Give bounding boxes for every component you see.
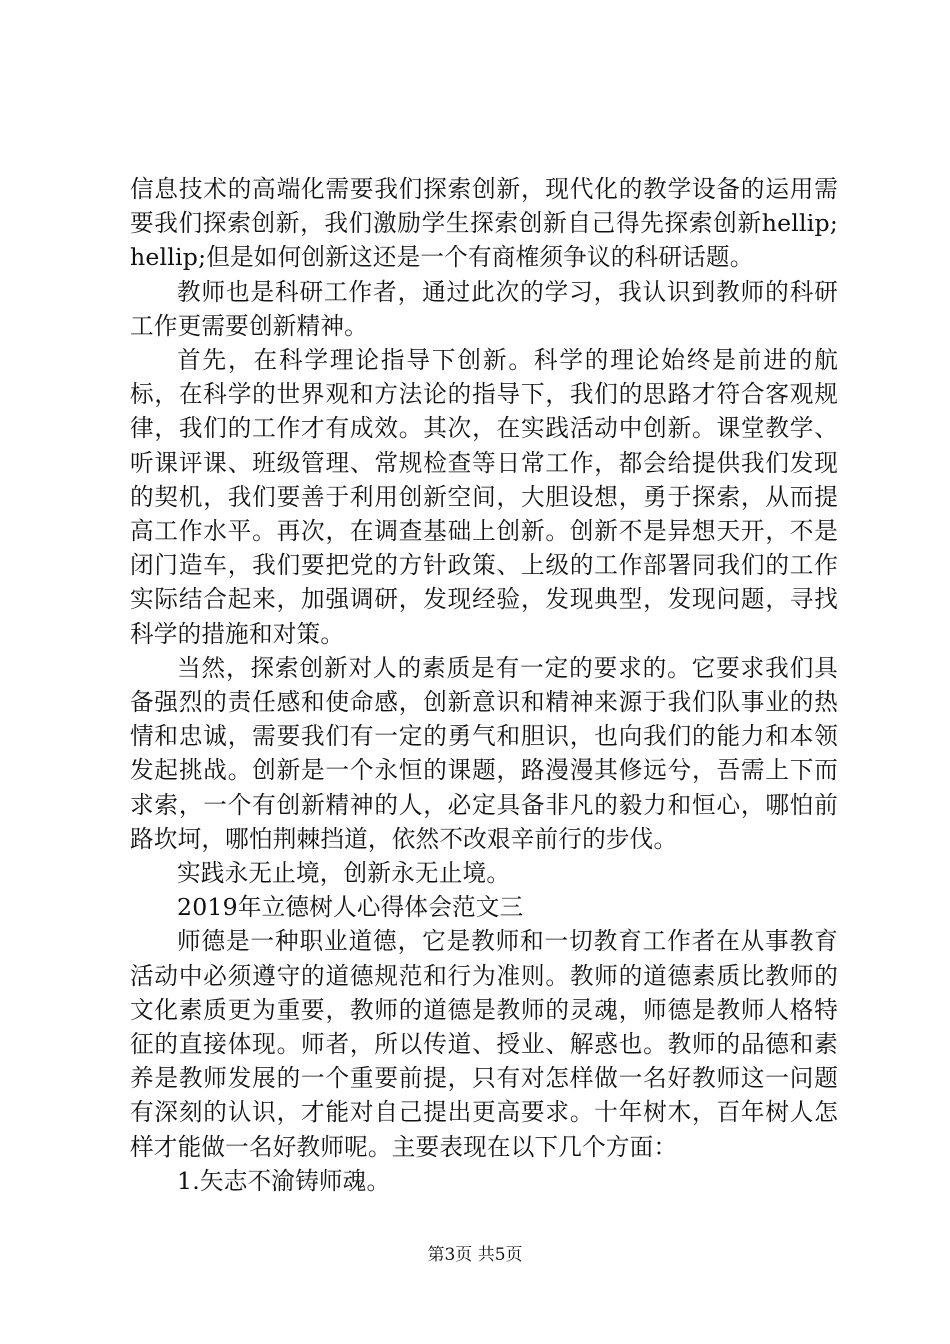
- paragraph-3: 首先，在科学理论指导下创新。科学的理论始终是前进的航标，在科学的世界观和方法论的指导下，我们的思路才符合客观规律，我们的工作才有成效。其次，在实践活动中创新。课堂教学、听课评课、班级管理、常规检查等日常工作，都会给提供我们发现的契机，我们要善于利用创新空间，大胆设想，勇于探索，从而提高工作水平。再次，在调查基础上创新。创新不是异想天开，不是闭门造车，我们要把党的方针政策、上级的工作部署同我们的工作实际结合起来，加强调研，发现经验，发现典型，发现问题，寻找科学的措施和对策。: [130, 346, 838, 648]
- list-item-1: 1.矢志不渝铸师魂。: [177, 1166, 391, 1195]
- section-heading: 2019年立德树人心得体会范文三: [177, 893, 524, 922]
- page-footer: 第3页 共5页: [427, 1245, 523, 1265]
- paragraph-1: 信息技术的高端化需要我们探索创新，现代化的教学设备的运用需要我们探索创新，我们激励学生探索创新自己得先探索创新hellip;hellip;但是如何创新这还是一个有商榷须争议的科研话题。: [130, 175, 838, 272]
- paragraph-4: 当然，探索创新对人的素质是有一定的要求的。它要求我们具备强烈的责任感和使命感，创新意识和精神来源于我们队事业的热情和忠诚，需要我们有一定的勇气和胆识，也向我们的能力和本领发起挑战。创新是一个永恒的课题，路漫漫其修远兮，吾需上下而求索，一个有创新精神的人，必定具备非凡的毅力和恒心，哪怕前路坎坷，哪怕荆棘挡道，依然不改艰辛前行的步伐。: [130, 653, 838, 853]
- paragraph-2: 教师也是科研工作者，通过此次的学习，我认识到教师的科研工作更需要创新精神。: [130, 277, 838, 340]
- paragraph-5: 实践永无止境，创新永无止境。: [177, 859, 511, 888]
- paragraph-6: 师德是一种职业道德，它是教师和一切教育工作者在从事教育活动中必须遵守的道德规范和行为准则。教师的道德素质比教师的文化素质更为重要，教师的道德是教师的灵魂，师德是教师人格特征的直接体现。师者，所以传道、授业、解惑也。教师的品德和素养是教师发展的一个重要前提，只有对怎样做一名好教师这一问题有深刻的认识，才能对自己提出更高要求。十年树木，百年树人怎样才能做一名好教师呢。主要表现在以下几个方面：: [130, 927, 838, 1161]
- document-body: [130, 172, 838, 1198]
